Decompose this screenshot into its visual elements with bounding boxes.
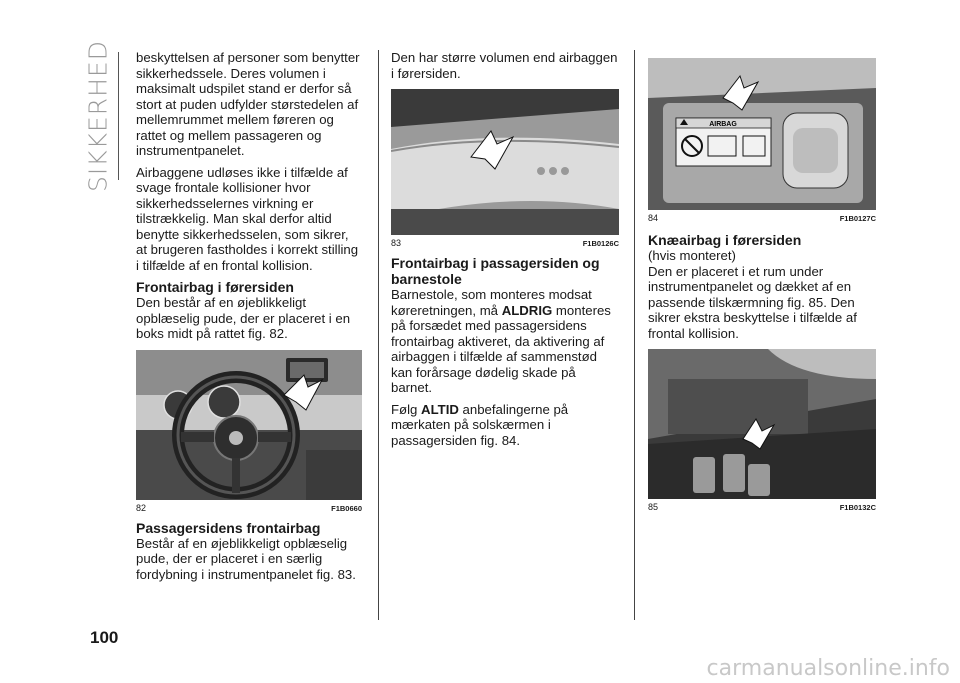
figure-83 [391, 89, 619, 249]
figure-code: F1B0132C [839, 503, 876, 512]
figure-code: F1B0660 [331, 503, 362, 513]
subheading: (hvis monteret) [648, 248, 736, 263]
paragraph: Airbaggene udløses ikke i tilfælde af svage frontale kollisioner hvor sikkerhedsselernes virkning er tilstrækkelig. Man skal derfor altid benytte sikkerhedsselen, som sikrer, at brugeren fastholdes i korrekt stilling i tilfælde af en frontal kollision. [136, 164, 359, 273]
steering-wheel-image [136, 350, 362, 500]
footer-watermark: carmanualsonline.info [706, 656, 950, 681]
heading-knee-airbag: Knæairbag i førersiden [648, 232, 802, 248]
knee-airbag-image [648, 349, 876, 499]
figure-number: 83 [391, 238, 402, 248]
airbag-label: AIRBAG [709, 121, 737, 128]
column-3 [648, 50, 876, 519]
heading-child-seat: Frontairbag i passagersiden og barnestole [391, 255, 600, 287]
column-divider [378, 50, 379, 620]
paragraph-child-seat: Barnestole, som monteres modsat køreretningen, må ALDRIG monteres på forsædet med passagersidens frontairbag aktiveret, da aktivering af airbaggen i tilfælde af sammenstød kan forårsage dødelig skade på barnet. [391, 287, 611, 395]
paragraph: Den har større volumen end airbaggen i førersiden. [391, 50, 618, 81]
heading-passenger-airbag: Passagersidens frontairbag [136, 519, 321, 536]
heading-driver-airbag: Frontairbag i førersiden [136, 279, 294, 295]
paragraph-sunvisor: Følg ALTID anbefalingerne på mærkaten på solskærmen i passagersiden fig. 84. [391, 401, 569, 448]
figure-number: 82 [136, 502, 147, 513]
sunvisor-image [648, 58, 876, 210]
column-divider [634, 50, 635, 620]
figure-85 [648, 349, 876, 513]
section-title: SIKKERHED [83, 39, 113, 193]
paragraph: Består af en øjeblikkeligt opblæselig pude, der er placeret i en særlig fordybning i instrumentpanelet fig. 83. [136, 535, 356, 582]
figure-82 [136, 350, 362, 514]
paragraph: beskyttelsen af personer som benytter sikkerhedssele. Deres volumen i maksimalt udspilet stand er derfor så stort at puden udfylder størstedelen af mellemrummet mellem føreren og rattet og mellem passageren og instrumentpanelet. [136, 50, 360, 158]
dashboard-image [391, 89, 619, 235]
figure-84 [648, 58, 876, 224]
figure-code: F1B0127C [839, 214, 876, 223]
figure-code: F1B0126C [582, 239, 619, 248]
figure-number: 85 [648, 502, 659, 512]
page-number: 100 [90, 628, 119, 647]
paragraph: Den består af en øjeblikkeligt opblæselig pude, der er placeret i en boks midt på rattet fig. 82. [136, 295, 351, 341]
paragraph: Den er placeret i et rum under instrumentpanelet og dækket af en passende tilskærmning fig. 85. Den sikrer ekstra beskyttelse i tilfælde af frontal kollision. [648, 263, 857, 341]
column-2 [391, 50, 619, 454]
figure-number: 84 [648, 213, 659, 223]
column-1 [136, 50, 362, 588]
section-divider [118, 52, 119, 180]
